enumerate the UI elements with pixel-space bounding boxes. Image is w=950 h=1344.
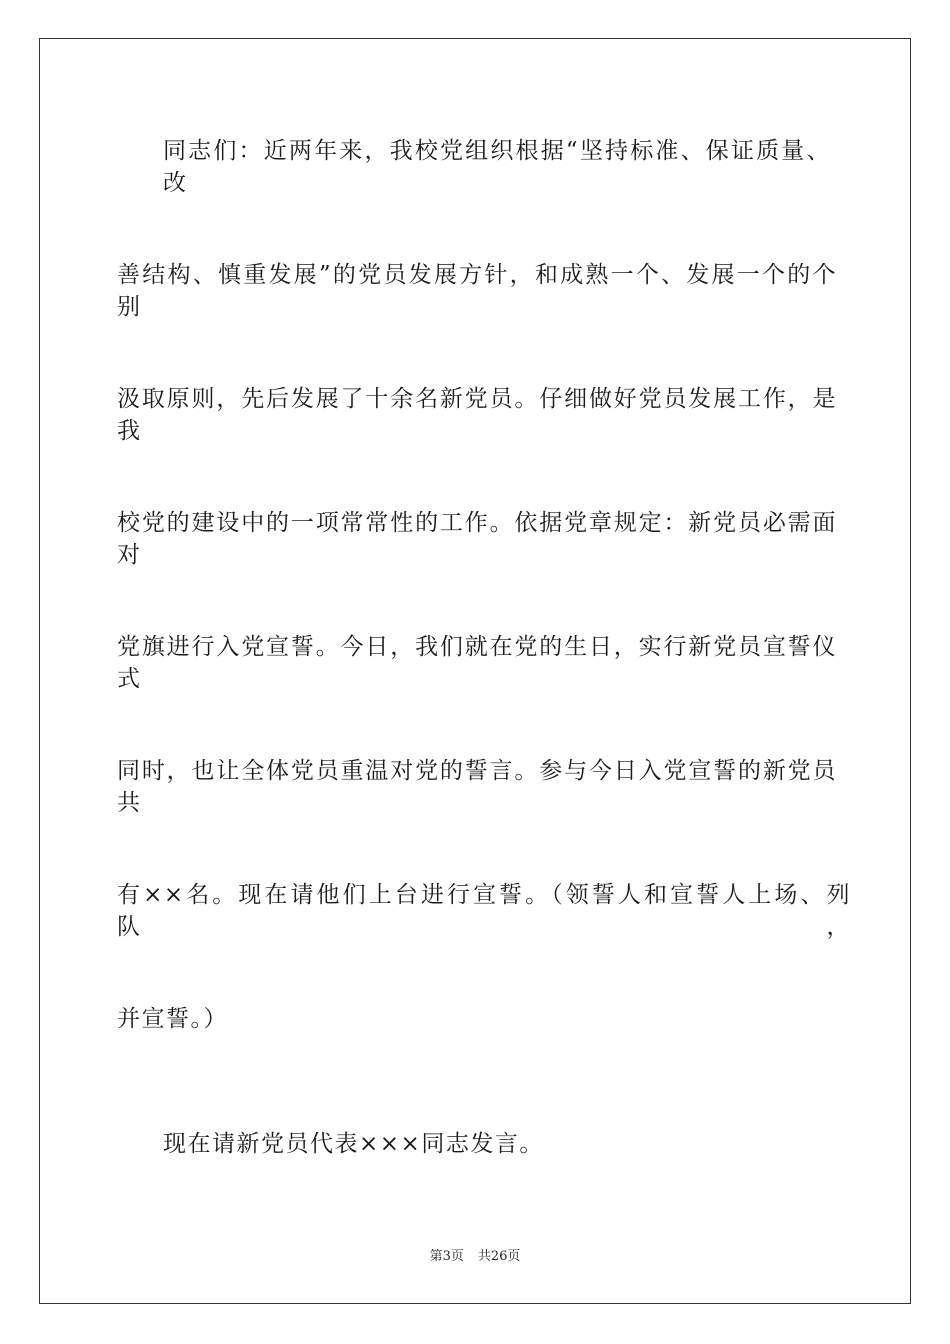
paragraph-line: 同时，也让全体党员重温对党的誓言。参与今日入党宣誓的新党员共 — [117, 758, 837, 816]
paragraph-line: 同志们：近两年来，我校党组织根据“坚持标准、保证质量、改 — [163, 138, 831, 196]
paragraph-line: 汲取原则，先后发展了十余名新党员。仔细做好党员发展工作，是我 — [117, 386, 837, 444]
page-number-total: 共26页 — [477, 1249, 521, 1264]
paragraph-second: 现在请新党员代表×××同志发言。 — [163, 1131, 544, 1157]
page-frame — [39, 38, 911, 1304]
page-number-current: 第3页 — [429, 1249, 464, 1264]
paragraph-line: 有××名。现在请他们上台进行宣誓。（领誓人和宣誓人上场、列队， — [117, 882, 851, 940]
paragraph-line: 并宣誓。） — [117, 1006, 228, 1032]
paragraph-line: 善结构、慎重发展”的党员发展方针，和成熟一个、发展一个的个别 — [117, 262, 837, 320]
paragraph-line: 校党的建设中的一项常常性的工作。依据党章规定：新党员必需面对 — [117, 510, 837, 568]
paragraph-line: 党旗进行入党宣誓。今日，我们就在党的生日，实行新党员宣誓仪式 — [117, 634, 837, 692]
page-footer — [0, 1248, 950, 1266]
